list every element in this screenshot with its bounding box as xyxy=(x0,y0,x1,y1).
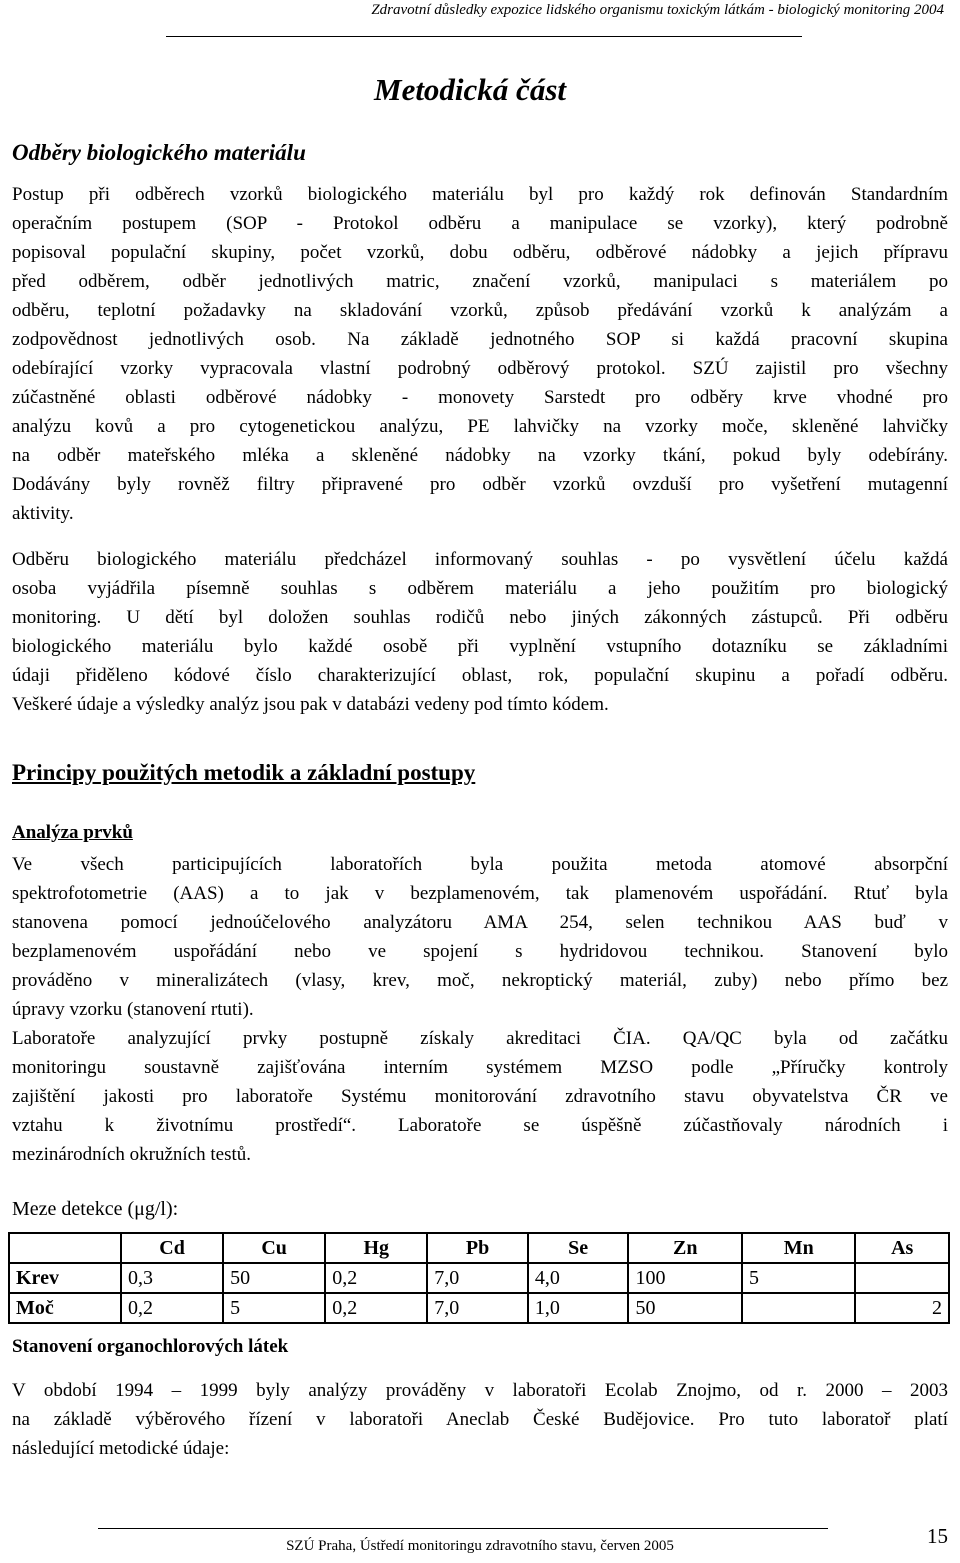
paragraph-line: zodpovědnost jednotlivých osob. Na základě jednotného SOP si každá pracovní skupina xyxy=(12,329,948,350)
footer-text: SZÚ Praha, Ústředí monitoringu zdravotního stavu, červen 2005 xyxy=(286,1538,674,1554)
table-cell: 50 xyxy=(223,1263,325,1293)
paragraph-line: mezinárodních okružních testů. xyxy=(12,1144,252,1165)
section-title: Metodická část xyxy=(374,72,566,107)
heading-organochlor: Stanovení organochlorových látek xyxy=(12,1336,289,1357)
table-cell: 0,2 xyxy=(325,1293,427,1323)
paragraph-line: spektrofotometrie (AAS) a to jak v bezplamenovém, tak plamenovém uspořádání. Rtuť byla xyxy=(12,883,948,904)
table-column-header: Se xyxy=(528,1233,629,1263)
table-row-label: Moč xyxy=(9,1293,121,1323)
table-cell: 0,2 xyxy=(121,1293,223,1323)
paragraph-organochlor xyxy=(12,1376,948,1463)
table-column-header: Cu xyxy=(223,1233,325,1263)
paragraph-line: Ve všech participujících laboratořích byla použita metoda atomové absorpční xyxy=(12,854,948,875)
table-cell: 5 xyxy=(742,1263,856,1293)
table-cell: 50 xyxy=(628,1293,742,1323)
table-cell: 0,3 xyxy=(121,1263,223,1293)
header-rule xyxy=(166,36,802,37)
paragraph-line: analýzu kovů a pro cytogenetickou analýzu, PE lahvičky na vzorky moče, skleněné lahvičky xyxy=(12,416,948,437)
table-body xyxy=(9,1263,949,1323)
page-number: 15 xyxy=(927,1524,948,1548)
heading-odbery: Odběry biologického materiálu xyxy=(12,140,306,165)
paragraph-line: stanovena pomocí jednoúčelového analyzátoru AMA 254, selen technikou AAS buď v xyxy=(12,912,948,933)
paragraph-line: na odběr mateřského mléka a skleněné nádobky na vzorky tkání, pokud byly odebírány. xyxy=(12,445,948,466)
paragraph-line: Laboratoře analyzující prvky postupně získaly akreditaci ČIA. QA/QC byla od začátku xyxy=(12,1028,948,1049)
table-row xyxy=(9,1293,949,1323)
table-row xyxy=(9,1263,949,1293)
paragraph-line: osoba vyjádřila písemně souhlas s odběrem materiálu a jeho použitím pro biologický xyxy=(12,578,948,599)
paragraph-line: zajištění jakosti pro laboratoře Systému monitorování zdravotního stavu obyvatelstva ČR ve xyxy=(12,1086,948,1107)
table-cell: 4,0 xyxy=(528,1263,629,1293)
header-title: Zdravotní důsledky expozice lidského organismu toxickým látkám - biologický monitoring 2004 xyxy=(371,2,944,18)
table-cell xyxy=(742,1293,856,1323)
paragraph-analyza-2 xyxy=(12,1024,948,1169)
table-column-header: Cd xyxy=(121,1233,223,1263)
paragraph-line: popisoval populační skupiny, počet vzorků, dobu odběru, odběrové nádobky a jejich přípravu xyxy=(12,242,948,263)
paragraph-line: vztahu k životnímu prostředí“. Laboratoře se úspěšně zúčastňovaly národních i xyxy=(12,1115,948,1136)
paragraph-line: Dodávány byly rovněž filtry připravené pro odběr vzorků ovzduší pro vyšetření mutagenní xyxy=(12,474,948,495)
paragraph-line: Postup při odběrech vzorků biologického materiálu byl pro každý rok definován Standardním xyxy=(12,184,948,205)
detection-limits-table xyxy=(8,1232,950,1324)
table-cell: 1,0 xyxy=(528,1293,629,1323)
paragraph-line: Veškeré údaje a výsledky analýz jsou pak v databázi vedeny pod tímto kódem. xyxy=(12,694,609,715)
paragraph-line: údaji přiděleno kódové číslo charakterizující oblast, rok, populační skupinu a pořadí odběru. xyxy=(12,665,948,686)
table-cell xyxy=(855,1263,949,1293)
table-cell: 100 xyxy=(628,1263,742,1293)
table-column-header: Pb xyxy=(427,1233,528,1263)
table-header-row xyxy=(9,1233,949,1263)
paragraph-line: monitoringu soustavně zajišťována interním systémem MZSO podle „Příručky kontroly xyxy=(12,1057,948,1078)
paragraph-line: V období 1994 – 1999 byly analýzy prováděny v laboratoři Ecolab Znojmo, od r. 2000 – 2003 xyxy=(12,1380,948,1401)
table-column-header: As xyxy=(855,1233,949,1263)
paragraph-line: před odběrem, odběr jednotlivých matric, značení vzorků, manipulaci s materiálem po xyxy=(12,271,948,292)
paragraph-line: biologického materiálu bylo každé osobě při vyplnění vstupního dotazníku se základními xyxy=(12,636,948,657)
paragraph-odbery-2 xyxy=(12,545,948,719)
paragraph-line: bezplamenovém uspořádání nebo ve spojení s hydridovou technikou. Stanovení bylo xyxy=(12,941,948,962)
table-cell: 2 xyxy=(855,1293,949,1323)
table-corner-cell xyxy=(9,1233,121,1263)
paragraph-line: úpravy vzorku (stanovení rtuti). xyxy=(12,999,254,1020)
paragraph-line: Odběru biologického materiálu předcházel informovaný souhlas - po vysvětlení účelu každá xyxy=(12,549,948,570)
paragraph-line: monitoring. U dětí byl doložen souhlas rodičů nebo jiných zákonných zástupců. Při odběru xyxy=(12,607,948,628)
heading-principy: Principy použitých metodik a základní postupy xyxy=(12,760,476,785)
table-column-header: Zn xyxy=(628,1233,742,1263)
paragraph-line: prováděno v mineralizátech (vlasy, krev, moč, nekroptický materiál, zuby) nebo přímo bez xyxy=(12,970,948,991)
mez-detekce-label: Meze detekce (μg/l): xyxy=(12,1198,179,1220)
paragraph-line: odběru, teplotní požadavky na skladování vzorků, způsob předávání vzorků k analýzám a xyxy=(12,300,948,321)
table-cell: 7,0 xyxy=(427,1293,528,1323)
table-cell: 7,0 xyxy=(427,1263,528,1293)
table-column-header: Mn xyxy=(742,1233,856,1263)
table-cell: 0,2 xyxy=(325,1263,427,1293)
paragraph-line: odebírající vzorky vypracovala vlastní podrobný odběrový protokol. SZÚ zajistil pro všechny xyxy=(12,358,948,379)
footer-rule xyxy=(98,1528,828,1529)
table-cell: 5 xyxy=(223,1293,325,1323)
paragraph-line: operačním postupem (SOP - Protokol odběru a manipulace se vzorky), který podrobně xyxy=(12,213,948,234)
paragraph-line: aktivity. xyxy=(12,503,74,524)
table-row-label: Krev xyxy=(9,1263,121,1293)
heading-analyza-prvku: Analýza prvků xyxy=(12,822,133,843)
table-column-header: Hg xyxy=(325,1233,427,1263)
paragraph-line: na základě výběrového řízení v laboratoři Aneclab České Budějovice. Pro tuto laboratoř platí xyxy=(12,1409,948,1430)
paragraph-line: zúčastněné oblasti odběrové nádobky - monovety Sarstedt pro odběry krve vhodné pro xyxy=(12,387,948,408)
paragraph-odbery-1 xyxy=(12,180,948,528)
paragraph-analyza-1 xyxy=(12,850,948,1024)
paragraph-line: následující metodické údaje: xyxy=(12,1438,230,1459)
